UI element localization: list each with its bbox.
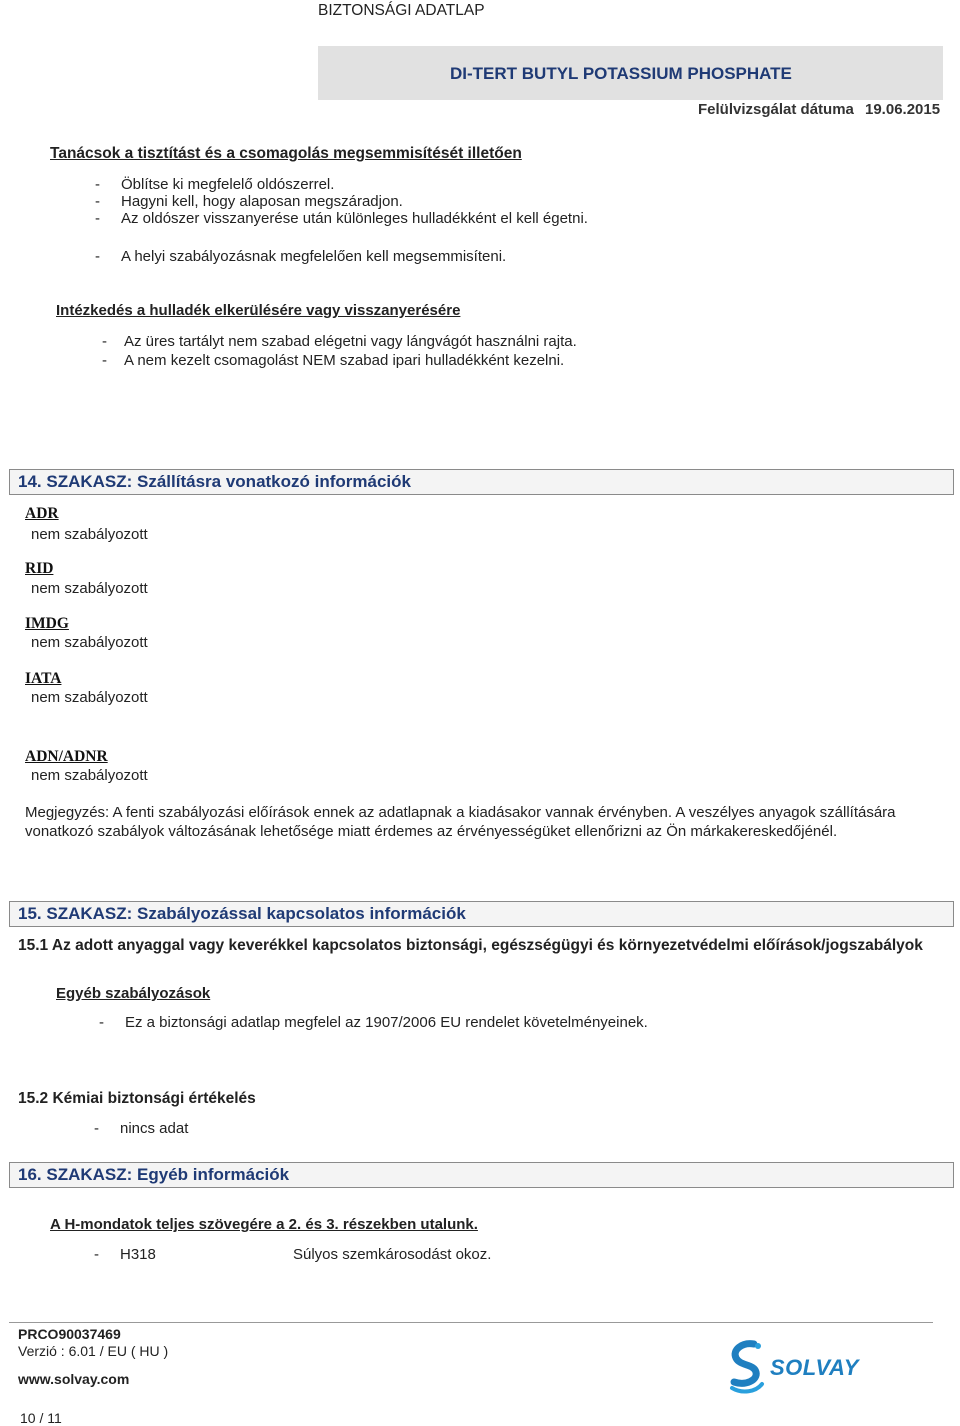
section-15-2-heading: 15.2 Kémiai biztonsági értékelés (18, 1090, 256, 1107)
list-item: - A nem kezelt csomagolást NEM szabad ipari hulladékként kezelni. (102, 352, 565, 369)
section-15-title: 15. SZAKASZ: Szabályozással kapcsolatos információk (18, 904, 466, 923)
solvay-logo-text: SOLVAY (770, 1355, 859, 1380)
waste-list (102, 333, 577, 369)
list-item: - Öblítse ki megfelelő oldószerrel. (95, 176, 335, 193)
footer-divider (9, 1322, 933, 1323)
section-14-title: 14. SZAKASZ: Szállításra vonatkozó információk (18, 472, 411, 491)
list-item: - nincs adat (94, 1120, 189, 1137)
h-code: H318 (120, 1246, 156, 1263)
waste-heading: Intézkedés a hulladék elkerülésére vagy visszanyerésére (56, 302, 461, 319)
transport-adn-label: ADN/ADNR (25, 748, 108, 765)
transport-imdg-label: IMDG (25, 615, 69, 632)
transport-adn-value: nem szabályozott (31, 767, 148, 784)
list-item: - Az üres tartályt nem szabad elégetni vagy lángvágót használni rajta. (102, 333, 577, 350)
website: www.solvay.com (18, 1371, 130, 1387)
transport-adr-value: nem szabályozott (31, 526, 148, 543)
revision-date: 19.06.2015 (865, 101, 941, 118)
transport-iata-label: IATA (25, 670, 62, 687)
transport-imdg-value: nem szabályozott (31, 634, 148, 651)
list-item: - Ez a biztonsági adatlap megfelel az 1907/2006 EU rendelet követelményeinek. (99, 1014, 648, 1031)
list-item: - Az oldószer visszanyerése után különleges hulladékként el kell égetni. (95, 210, 588, 227)
solvay-logo-icon (724, 1338, 768, 1398)
h-statements-heading: A H-mondatok teljes szövegére a 2. és 3. részekben utalunk. (50, 1216, 478, 1233)
transport-rid-label: RID (25, 560, 54, 577)
list-item: - Hagyni kell, hogy alaposan megszáradjon. (95, 193, 403, 210)
page-number: 10 / 11 (20, 1410, 62, 1426)
h-text: Súlyos szemkárosodást okoz. (293, 1246, 492, 1263)
product-code: PRCO90037469 (18, 1326, 121, 1342)
product-name: DI-TERT BUTYL POTASSIUM PHOSPHATE (450, 64, 792, 83)
transport-rid-value: nem szabályozott (31, 580, 148, 597)
list-item: - A helyi szabályozásnak megfelelően kell megsemmisíteni. (95, 248, 507, 265)
transport-adr-label: ADR (25, 505, 59, 522)
version: Verzió : 6.01 / EU ( HU ) (18, 1343, 169, 1359)
section-16-title: 16. SZAKASZ: Egyéb információk (18, 1165, 290, 1184)
disposal-heading: Tanácsok a tisztítást és a csomagolás megsemmisítését illetően (50, 145, 522, 162)
other-regulations-heading: Egyéb szabályozások (56, 985, 211, 1002)
transport-iata-value: nem szabályozott (31, 689, 148, 706)
list-item: - H318 (94, 1246, 156, 1263)
disposal-list (95, 176, 588, 227)
section-15-1-heading: 15.1 Az adott anyaggal vagy keverékkel kapcsolatos biztonsági, egészségügyi és környezetvédelmi előírások/jogszabályok (18, 937, 923, 954)
document-title: BIZTONSÁGI ADATLAP (318, 2, 485, 19)
transport-note: Megjegyzés: A fenti szabályozási előírások ennek az adatlapnak a kiadásakor vannak érvényben. A veszélyes anyagok szállítására vonatkozó szabályok változásának lehetősége miatt érdemes az érvényességüket ellenőrizni az Ön márkakereskedőjénél. (25, 804, 896, 840)
revision-date-label: Felülvizsgálat dátuma (698, 101, 854, 118)
